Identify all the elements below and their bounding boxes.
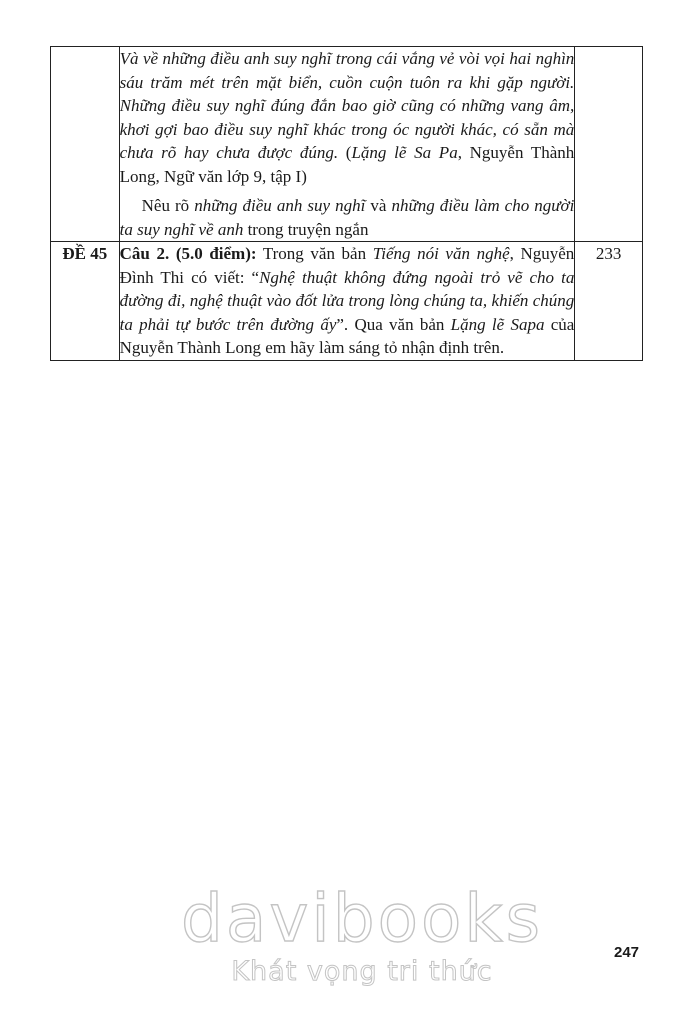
text-segment: Lặng lẽ Sa Pa [351,143,458,162]
page-ref-cell [575,47,643,242]
text-segment: và [365,196,392,215]
page-number: 247 [614,944,640,961]
question-number: Câu 2. (5.0 điểm): [119,244,257,263]
exam-index-body [51,47,643,361]
watermark-tagline: Khát vọng tri thức [231,956,493,987]
watermark-logo: davibooks [181,880,543,957]
table-row [51,242,643,361]
table-row [51,47,643,242]
question-paragraph [120,194,575,241]
text-segment: Nêu rõ [141,196,195,215]
question-text-cell [119,47,575,242]
text-segment: , Nguyễn Thành Long, Ngữ văn lớp 9, tập I) [119,143,575,186]
exam-code-cell: ĐỀ 45 [51,242,120,361]
exam-code-cell [51,47,120,242]
text-segment: của Nguyễn Thành Long em hãy làm sáng tỏ nhận định trên. [119,314,575,357]
text-segment: , Nguyễn Đình Thi có viết: “ [119,244,575,287]
question-paragraph [120,47,575,188]
question-paragraph [120,242,575,360]
page-ref-cell: 233 [575,242,643,361]
text-segment: Lặng lẽ Sapa [450,314,545,334]
davibooks-watermark [152,880,572,988]
text-segment: ( [338,143,352,162]
text-segment: Tiếng nói văn nghệ [372,244,510,263]
text-segment: trong truyện ngắn [243,219,369,239]
text-segment: những điều làm cho người ta suy nghĩ về anh [119,196,575,239]
text-segment: Nghệ thuật không đứng ngoài trỏ vẽ cho ta đường đi, nghệ thuật vào đốt lửa trong lòng chúng ta, khiến chúng ta phải tự bước trên đường ấy [119,267,575,334]
text-segment: Và về những điều anh suy nghĩ trong cái vắng vẻ vòi vọi hai nghìn sáu trăm mét trên mặt biển, cuồn cuộn tuôn ra khi gặp người. Những điều suy nghĩ đúng đắn bao giờ cũng có những vang âm, khơi gợi bao điều suy nghĩ khác trong óc người khác, có sẵn mà chưa rõ hay chưa được đúng. [119,49,575,162]
text-segment: Trong văn bản [256,244,373,263]
exam-index-table [50,46,643,361]
text-segment: những điều anh suy nghĩ [194,196,366,215]
text-segment: ”. Qua văn bản [336,314,451,334]
question-text-cell [119,242,575,361]
